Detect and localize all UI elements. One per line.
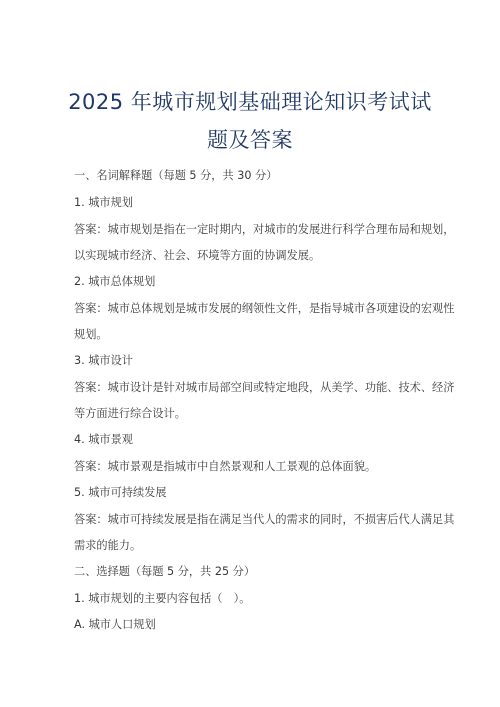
answer-1-line-1: 答案：城市规划是指在一定时期内，对城市的发展进行科学合理布局和规划， xyxy=(74,223,455,236)
answer-2-line-2: 规划。 xyxy=(74,328,108,341)
section-heading-choice: 二、选择题（每题 5 分，共 25 分） xyxy=(74,565,256,578)
choice-option-a: A. 城市人口规划 xyxy=(74,618,156,631)
section-heading-definitions: 一、名词解释题（每题 5 分，共 30 分） xyxy=(74,169,278,182)
document-title-line-2: 题及答案 xyxy=(207,128,293,152)
question-3-title: 3. 城市设计 xyxy=(74,354,133,367)
question-1-title: 1. 城市规划 xyxy=(74,196,133,209)
document-title-line-1: 2025 年城市规划基础理论知识考试试 xyxy=(68,90,432,114)
answer-3-line-1: 答案：城市设计是针对城市局部空间或特定地段，从美学、功能、技术、经济 xyxy=(74,381,455,394)
question-4-title: 4. 城市景观 xyxy=(74,433,133,446)
question-5-title: 5. 城市可持续发展 xyxy=(74,486,167,499)
question-2-title: 2. 城市总体规划 xyxy=(74,275,156,288)
answer-1-line-2: 以实现城市经济、社会、环境等方面的协调发展。 xyxy=(74,249,321,262)
answer-5-line-1: 答案：城市可持续发展是指在满足当代人的需求的同时，不损害后代人满足其 xyxy=(74,513,455,526)
answer-2-line-1: 答案：城市总体规划是城市发展的纲领性文件，是指导城市各项建设的宏观性 xyxy=(74,302,455,315)
answer-4-line-1: 答案：城市景观是指城市中自然景观和人工景观的总体面貌。 xyxy=(74,460,377,473)
choice-question-1: 1. 城市规划的主要内容包括（ ）。 xyxy=(74,592,251,605)
answer-3-line-2: 等方面进行综合设计。 xyxy=(74,407,186,420)
answer-5-line-2: 需求的能力。 xyxy=(74,539,142,552)
